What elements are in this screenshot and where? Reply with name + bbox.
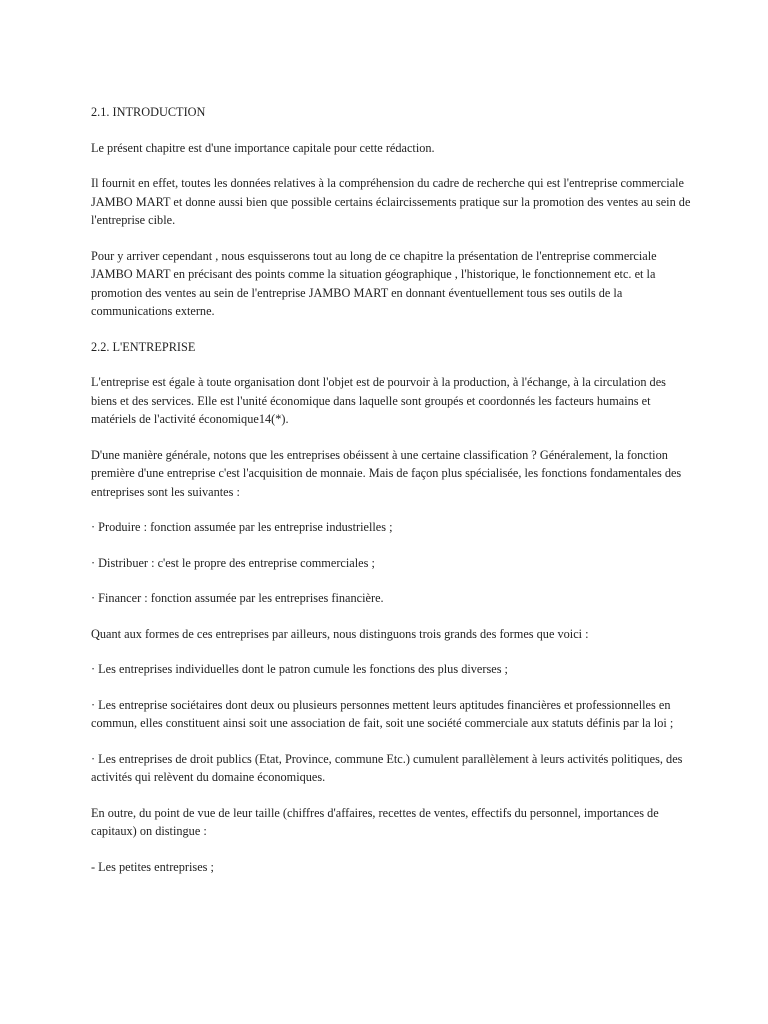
list-item: · Produire : fonction assumée par les entreprise industrielles ; [91, 520, 393, 534]
list-item: · Distribuer : c'est le propre des entreprise commerciales ; [91, 555, 375, 570]
paragraph: Le présent chapitre est d'une importance capitale pour cette rédaction. [91, 140, 435, 155]
paragraph: D'une manière générale, notons que les entreprises obéissent à une certaine classification ? Généralement, la fonction première d'une entreprise c'est l'acquisition de monnaie. Mais de façon plus spécialisée, les fonctions fondamentales des entreprises sont les suivantes : [91, 447, 682, 499]
heading-introduction: 2.1. INTRODUCTION [91, 105, 206, 119]
heading-entreprise: 2.2. L'ENTREPRISE [91, 339, 196, 354]
paragraph: En outre, du point de vue de leur taille (chiffres d'affaires, recettes de ventes, effectifs du personnel, importances de capitaux) on distingue : [91, 805, 659, 838]
paragraph: L'entreprise est égale à toute organisation dont l'objet est de pourvoir à la production, à l'échange, à la circulation des biens et des services. Elle est l'unité économique dans laquelle sont groupés et coordonnés les facteurs humains et matériels de l'activité économique14(*). [91, 375, 666, 426]
list-item: · Les entreprises de droit publics (Etat, Province, commune Etc.) cumulent parallèlement à leurs activités politiques, des activités qui relèvent du domaine économiques. [91, 751, 683, 784]
document-page [91, 103, 691, 893]
paragraph: Quant aux formes de ces entreprises par ailleurs, nous distinguons trois grands des formes que voici : [91, 626, 589, 641]
list-item: · Les entreprise sociétaires dont deux ou plusieurs personnes mettent leurs aptitudes financières et professionnelles en commun, elles constituent ainsi soit une association de fait, soit une société commerciale aux statuts définis par la loi ; [91, 697, 674, 730]
paragraph: Il fournit en effet, toutes les données relatives à la compréhension du cadre de recherche qui est l'entreprise commerciale JAMBO MART et donne aussi bien que possible certains éclaircissements pratique sur la promotion des ventes au sein de l'entreprise cible. [91, 176, 691, 227]
list-item: · Les entreprises individuelles dont le patron cumule les fonctions des plus diverses ; [91, 662, 508, 676]
list-item: · Financer : fonction assumée par les entreprises financière. [91, 591, 384, 605]
paragraph: Pour y arriver cependant , nous esquisserons tout au long de ce chapitre la présentation de l'entreprise commerciale JAMBO MART en précisant des points comme la situation géographique , l'historique, le fonctionnement etc. et la promotion des ventes au sein de l'entreprise JAMBO MART en donnant éventuellement tous ses outils de la communications externe. [91, 248, 657, 318]
list-item: - Les petites entreprises ; [91, 859, 214, 874]
